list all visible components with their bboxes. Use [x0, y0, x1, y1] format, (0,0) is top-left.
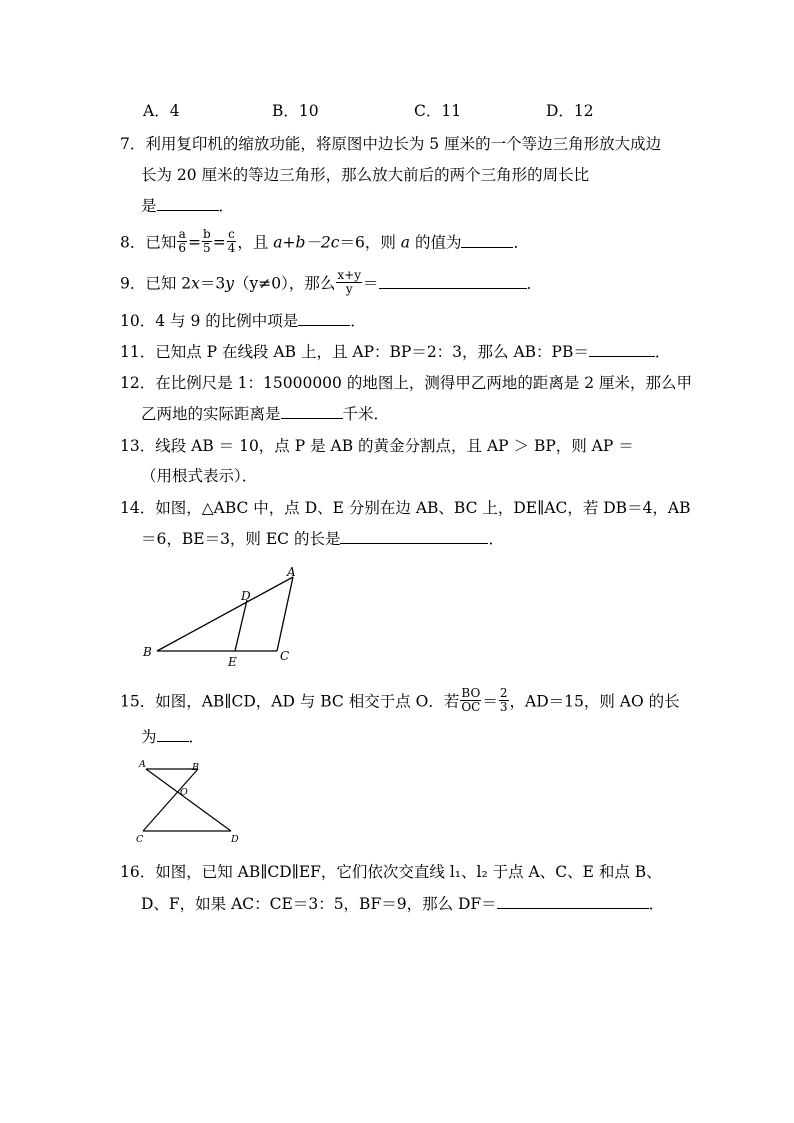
- q8-fraction-a: $\frac{a}{6}$: [178, 227, 187, 255]
- q14-line-2: ＝6，BE＝3，则 EC 的长是 ．: [141, 530, 504, 548]
- q15-fraction-ratio: $\frac{2}{3}$: [499, 686, 508, 714]
- q7-answer-blank[interactable]: [157, 196, 219, 211]
- q14-segment-ac: [277, 577, 293, 651]
- q12-line-2: 乙两地的实际距离是 千米．: [141, 405, 390, 423]
- q14-segment-ba: [157, 577, 293, 651]
- q6-option-b: B．10: [272, 102, 319, 120]
- q11-answer-blank[interactable]: [589, 342, 655, 357]
- q16-answer-blank[interactable]: [497, 894, 649, 909]
- q7-line-3: [141, 196, 234, 216]
- q14-answer-blank[interactable]: [340, 529, 488, 544]
- q6-option-c: C．11: [414, 102, 462, 120]
- q14-line-1: 14．如图，△ABC 中，点 D、E 分别在边 AB、BC 上，DE∥AC，若 DB＝4，AB: [120, 499, 691, 517]
- q7-end: ．: [218, 197, 235, 215]
- q13-line-2: （用根式表示）．: [141, 467, 258, 485]
- q9-line: 9．已知 2x＝3y（y≠0），那么 $\frac{x+y}{y}$ ＝ ．: [120, 268, 543, 296]
- q11-line: 11．已知点 P 在线段 AB 上，且 AP：BP＝2：3，那么 AB：PB＝ ．: [120, 343, 671, 361]
- q14-label-a: A: [287, 565, 296, 579]
- q6-option-a: A．4: [143, 102, 180, 120]
- q9-answer-blank[interactable]: [379, 274, 527, 289]
- q7-line-2: 长为 20 厘米的等边三角形，那么放大前后的两个三角形的周长比: [141, 166, 590, 184]
- q10-line: 10．4 与 9 的比例中项是 ．: [120, 312, 366, 330]
- q15-label-b: B: [192, 762, 199, 773]
- q15-line-1: 15．如图，AB∥CD，AD 与 BC 相交于点 O．若 $\frac{BO}{OC}$ ＝ $\frac{2}{3}$ ，AD＝15，则 AO 的长: [120, 686, 680, 714]
- q14-label-c: C: [280, 649, 290, 663]
- q8-answer-blank[interactable]: [461, 233, 513, 248]
- q6-option-d: D．12: [546, 102, 594, 120]
- q15-segment-ad: [146, 769, 231, 831]
- q15-fraction-bo-oc: $\frac{BO}{OC}$: [461, 686, 481, 714]
- q15-answer-blank[interactable]: [157, 727, 189, 742]
- q14-triangle-figure: [135, 562, 315, 672]
- q13-line-1: 13．线段 AB ＝ 10，点 P 是 AB 的黄金分割点，且 AP ＞ BP，则 AP ＝: [120, 437, 634, 455]
- q10-answer-blank[interactable]: [298, 311, 350, 326]
- q8-fraction-c: $\frac{c}{4}$: [227, 227, 236, 255]
- q15-label-a: A: [139, 759, 146, 770]
- q7-prefix: 是: [141, 197, 157, 215]
- q9-fraction: $\frac{x+y}{y}$: [337, 268, 362, 296]
- q15-segment-bc: [143, 769, 198, 831]
- q14-label-d: D: [241, 589, 251, 603]
- q16-line-2: D、F，如果 AC：CE＝3：5，BF＝9，那么 DF＝ ．: [141, 895, 665, 913]
- q12-line-1: 12．在比例尺是 1：15000000 的地图上，测得甲乙两地的距离是 2 厘米，那么甲: [120, 374, 693, 392]
- q8-fraction-b: $\frac{b}{5}$: [203, 227, 211, 255]
- q8-line: 8．已知 $\frac{a}{6}$ = $\frac{b}{5}$ = $\frac{c}{4}$ ，且 a+b－2c＝6，则 a 的值为 ．: [120, 227, 529, 255]
- q12-answer-blank[interactable]: [281, 404, 343, 419]
- q8-expression: a+b－2c: [273, 233, 340, 252]
- q16-line-1: 16．如图，已知 AB∥CD∥EF，它们依次交直线 l₁、l₂ 于点 A、C、E 和点 B、: [120, 863, 662, 881]
- q7-line-1: 7．利用复印机的缩放功能，将原图中边长为 5 厘米的一个等边三角形放大成边: [120, 135, 662, 153]
- q14-label-b: B: [143, 645, 152, 659]
- q14-label-e: E: [228, 655, 237, 669]
- q15-label-c: C: [136, 834, 144, 845]
- q8-prefix: 8．已知: [120, 233, 177, 252]
- q15-label-o: O: [180, 787, 188, 798]
- q15-line-2: 为 ．: [141, 728, 205, 746]
- q15-label-d: D: [231, 834, 239, 845]
- q15-crossing-figure: [130, 756, 250, 846]
